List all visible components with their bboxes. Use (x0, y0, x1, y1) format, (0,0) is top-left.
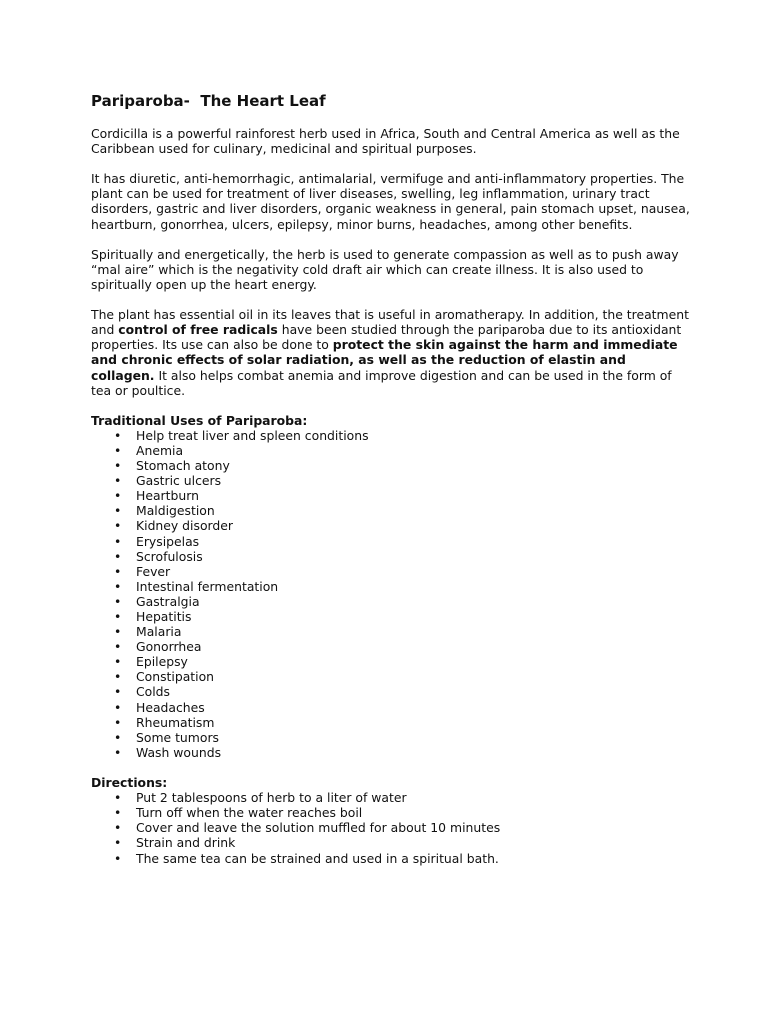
bullet-icon: • (114, 669, 122, 685)
traditional-uses-heading: Traditional Uses of Pariparoba: (91, 412, 308, 428)
use-list-item-text: Gonorrhea (136, 639, 202, 655)
bullet-icon: • (114, 578, 122, 594)
use-list-item-text: Intestinal fermentation (136, 578, 279, 594)
use-list-item (91, 624, 691, 639)
bullet-icon: • (114, 835, 122, 851)
bullet-icon: • (114, 790, 122, 806)
use-list-item (91, 684, 691, 699)
bullet-icon: • (114, 548, 122, 564)
bullet-icon: • (114, 654, 122, 670)
use-list-item (91, 745, 691, 760)
use-list-item (91, 549, 691, 564)
bullet-icon: • (114, 593, 122, 609)
bullet-icon: • (114, 805, 122, 821)
use-list-item (91, 609, 691, 624)
bullet-icon: • (114, 533, 122, 549)
bullet-icon: • (114, 714, 122, 730)
use-list-item-text: Gastralgia (136, 593, 200, 609)
direction-list-item-text: Turn off when the water reaches boil (136, 805, 363, 821)
use-list-item (91, 534, 691, 549)
document-title: Pariparoba- The Heart Leaf (91, 92, 326, 110)
use-list-item-text: Help treat liver and spleen conditions (136, 427, 369, 443)
use-list-item (91, 503, 691, 518)
direction-list-item-text: The same tea can be strained and used in a spiritual bath. (136, 850, 499, 866)
bullet-icon: • (114, 850, 122, 866)
directions-heading: Directions: (91, 775, 168, 791)
bullet-icon: • (114, 744, 122, 760)
bullet-icon: • (114, 458, 122, 474)
use-list-item-text: Anemia (136, 442, 184, 458)
use-list-item-text: Wash wounds (136, 744, 222, 760)
use-list-item-text: Heartburn (136, 488, 199, 504)
use-list-item (91, 700, 691, 715)
bullet-icon: • (114, 624, 122, 640)
use-list-item (91, 564, 691, 579)
bullet-icon: • (114, 503, 122, 519)
bullet-icon: • (114, 684, 122, 700)
use-list-item (91, 715, 691, 730)
use-list-item (91, 458, 691, 473)
direction-list-item (91, 835, 691, 850)
use-list-item (91, 518, 691, 533)
use-list-item-text: Erysipelas (136, 533, 200, 549)
use-list-item-text: Scrofulosis (136, 548, 203, 564)
direction-list-item-text: Strain and drink (136, 835, 236, 851)
direction-list-item (91, 851, 691, 866)
bullet-icon: • (114, 518, 122, 534)
bullet-icon: • (114, 729, 122, 745)
use-list-item (91, 669, 691, 684)
free-radicals-bold-text: control of free radicals (118, 322, 278, 338)
use-list-item (91, 428, 691, 443)
use-list-item-text: Colds (136, 684, 170, 700)
use-list-item (91, 473, 691, 488)
use-list-item-text: Maldigestion (136, 503, 215, 519)
bullet-icon: • (114, 442, 122, 458)
use-list-item-text: Epilepsy (136, 654, 188, 670)
bullet-icon: • (114, 639, 122, 655)
use-list-item-text: Hepatitis (136, 609, 192, 624)
essential-oil-paragraph (91, 307, 691, 398)
direction-list-item (91, 790, 691, 805)
use-list-item (91, 443, 691, 458)
direction-list-item (91, 820, 691, 835)
direction-list-item (91, 805, 691, 820)
intro-paragraph: Cordicilla is a powerful rainforest herb used in Africa, South and Central America as well as the Caribbean used for culinary, medicinal and spiritual purposes. (91, 126, 680, 157)
use-list-item-text: Malaria (136, 624, 182, 640)
use-list-item (91, 488, 691, 503)
use-list-item (91, 730, 691, 745)
use-list-item (91, 639, 691, 654)
bullet-icon: • (114, 473, 122, 489)
bullet-icon: • (114, 699, 122, 715)
use-list-item-text: Kidney disorder (136, 518, 233, 534)
use-list-item-text: Constipation (136, 669, 215, 685)
use-list-item-text: Gastric ulcers (136, 473, 222, 489)
use-list-item-text: Stomach atony (136, 458, 230, 474)
essential-oil-text-2: have been studied through the pariparoba due to its antioxidant properties. Its use can also be done to (91, 322, 682, 353)
direction-list-item-text: Put 2 tablespoons of herb to a liter of water (136, 790, 407, 806)
directions-list (91, 790, 691, 865)
essential-oil-text-3: It also helps combat anemia and improve digestion and can be used in the form of tea or poultice. (91, 367, 672, 398)
use-list-item-text: Headaches (136, 699, 205, 715)
bullet-icon: • (114, 427, 122, 443)
direction-list-item-text: Cover and leave the solution muffled for about 10 minutes (136, 820, 501, 836)
skin-protection-bold-text: protect the skin against the harm and immediate and chronic effects of solar radiation, as well as the reduction of elastin and collagen. (91, 337, 678, 383)
use-list-item-text: Rheumatism (136, 714, 215, 730)
use-list-item (91, 654, 691, 669)
use-list-item-text: Fever (136, 563, 171, 579)
document-page (91, 91, 691, 881)
bullet-icon: • (114, 488, 122, 504)
use-list-item (91, 594, 691, 609)
bullet-icon: • (114, 609, 122, 624)
bullet-icon: • (114, 820, 122, 836)
spiritual-paragraph: Spiritually and energetically, the herb is used to generate compassion as well as to push away “mal aire” which is the negativity cold draft air which can create illness. It is also used to spiritually open up the heart energy. (91, 246, 679, 292)
bullet-icon: • (114, 563, 122, 579)
use-list-item-text: Some tumors (136, 729, 219, 745)
traditional-uses-list (91, 428, 691, 760)
properties-paragraph: It has diuretic, anti-hemorrhagic, antimalarial, vermifuge and anti-inflammatory properties. The plant can be used for treatment of liver diseases, swelling, leg inflammation, urinary tract disorders, gastric and liver disorders, organic weakness in general, pain stomach upset, nausea, heartburn, gonorrhea, ulcers, epilepsy, minor burns, headaches, among other benefits. (91, 171, 690, 232)
essential-oil-text-1: The plant has essential oil in its leaves that is useful in aromatherapy. In addition, the treatment and (91, 307, 689, 338)
use-list-item (91, 579, 691, 594)
